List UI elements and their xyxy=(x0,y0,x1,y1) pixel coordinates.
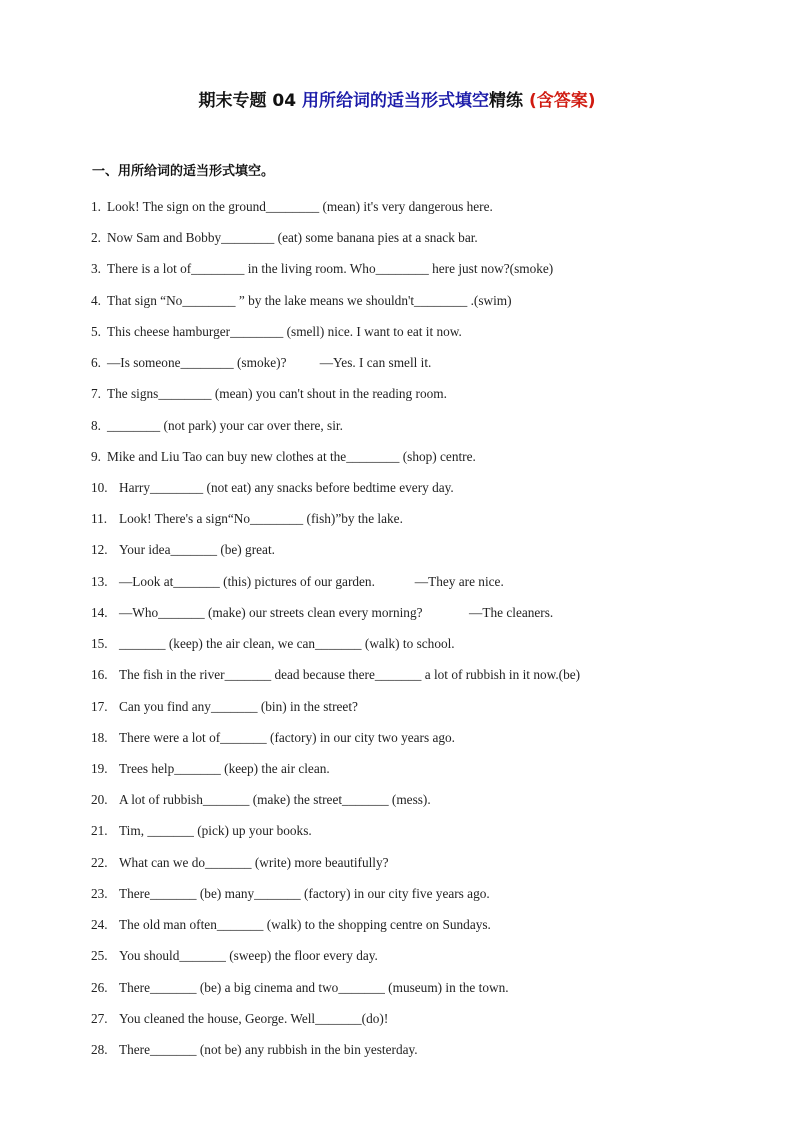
question-number: 4. xyxy=(91,292,101,308)
question-number: 19. xyxy=(91,761,108,776)
question-text: Harry________ (not eat) any snacks before bedtime every day. xyxy=(119,480,454,495)
question-text: The signs________ (mean) you can't shout in the reading room. xyxy=(107,386,447,402)
question-item xyxy=(91,293,512,309)
question-number: 24. xyxy=(91,917,108,933)
question-number: 26. xyxy=(91,979,108,995)
question-text: Can you find any_______ (bin) in the street? xyxy=(119,698,358,714)
question-item xyxy=(91,667,580,683)
page-title xyxy=(0,86,794,111)
question-text: A lot of rubbish_______ (make) the street_______ (mess). xyxy=(119,792,431,808)
question-number: 12. xyxy=(91,542,108,558)
question-item xyxy=(91,418,343,434)
question-number: 8. xyxy=(91,417,101,433)
question-number: 1. xyxy=(91,199,101,214)
question-text: —Is someone________ (smoke)? —Yes. I can smell it. xyxy=(107,355,432,371)
question-text: There_______ (not be) any rubbish in the bin yesterday. xyxy=(119,1041,418,1057)
question-item xyxy=(91,1042,418,1058)
question-text: You should_______ (sweep) the floor every day. xyxy=(119,948,378,964)
question-number: 2. xyxy=(91,230,101,246)
question-text: Trees help_______ (keep) the air clean. xyxy=(119,761,330,776)
question-text: There is a lot of________ in the living room. Who________ here just now?(smoke) xyxy=(107,261,554,277)
question-item xyxy=(91,480,454,496)
question-number: 5. xyxy=(91,323,101,339)
question-text: —Who_______ (make) our streets clean every morning? —The cleaners. xyxy=(119,604,554,620)
question-item xyxy=(91,948,378,964)
question-item xyxy=(91,636,455,652)
question-number: 17. xyxy=(91,698,108,714)
question-item xyxy=(91,511,403,527)
question-number: 27. xyxy=(91,1010,108,1026)
question-text: You cleaned the house, George. Well_______(do)! xyxy=(119,1010,389,1026)
question-item xyxy=(91,886,490,902)
question-item xyxy=(91,355,431,371)
question-item xyxy=(91,605,553,621)
question-item xyxy=(91,324,462,340)
question-number: 13. xyxy=(91,573,108,589)
question-item xyxy=(91,823,312,839)
question-number: 10. xyxy=(91,480,108,495)
question-text: The fish in the river_______ dead because there_______ a lot of rubbish in it now.(be) xyxy=(119,667,581,683)
question-text: Look! There's a sign“No________ (fish)”by the lake. xyxy=(119,511,403,527)
question-item xyxy=(91,542,275,558)
question-text: There were a lot of_______ (factory) in our city two years ago. xyxy=(119,729,455,745)
question-item xyxy=(91,699,358,715)
title-prefix: 期末专题 04 xyxy=(198,91,303,111)
question-number: 23. xyxy=(91,885,108,901)
question-item xyxy=(91,230,478,246)
question-item xyxy=(91,761,330,777)
question-number: 3. xyxy=(91,261,101,277)
question-number: 22. xyxy=(91,854,108,870)
question-number: 7. xyxy=(91,386,101,402)
title-topic: 用所给词的适当形式填空 xyxy=(302,91,490,111)
question-text: —Look at_______ (this) pictures of our garden. —They are nice. xyxy=(119,573,504,589)
question-text: This cheese hamburger________ (smell) nice. I want to eat it now. xyxy=(107,323,462,339)
question-text: Mike and Liu Tao can buy new clothes at the________ (shop) centre. xyxy=(107,448,476,464)
question-item xyxy=(91,261,553,277)
question-number: 9. xyxy=(91,448,101,464)
question-text: There_______ (be) a big cinema and two_______ (museum) in the town. xyxy=(119,979,509,995)
question-item xyxy=(91,386,447,402)
question-item xyxy=(91,1011,388,1027)
question-number: 18. xyxy=(91,729,108,745)
question-item xyxy=(91,917,491,933)
question-item xyxy=(91,980,509,996)
question-text: Now Sam and Bobby________ (eat) some banana pies at a snack bar. xyxy=(107,230,478,246)
question-number: 14. xyxy=(91,604,108,620)
question-item xyxy=(91,199,493,215)
question-number: 6. xyxy=(91,355,101,371)
title-answer-note: (含答案) xyxy=(528,91,596,111)
question-text: ________ (not park) your car over there, sir. xyxy=(107,417,343,433)
question-number: 25. xyxy=(91,948,108,964)
question-number: 11. xyxy=(91,511,108,527)
title-practice: 精练 xyxy=(489,91,529,111)
question-number: 16. xyxy=(91,667,108,683)
question-number: 15. xyxy=(91,636,108,652)
question-item xyxy=(91,792,431,808)
question-item xyxy=(91,730,455,746)
question-text: That sign “No________ ” by the lake means we shouldn't________ .(swim) xyxy=(107,292,512,308)
question-item xyxy=(91,449,476,465)
question-text: The old man often_______ (walk) to the shopping centre on Sundays. xyxy=(119,917,491,933)
question-text: There_______ (be) many_______ (factory) in our city five years ago. xyxy=(119,885,490,901)
question-number: 20. xyxy=(91,792,108,808)
question-text: _______ (keep) the air clean, we can_______ (walk) to school. xyxy=(119,636,455,652)
question-text: Tim, _______ (pick) up your books. xyxy=(119,823,312,839)
question-number: 28. xyxy=(91,1041,108,1057)
question-item xyxy=(91,574,504,590)
section-heading: 一、用所给词的适当形式填空。 xyxy=(92,164,275,179)
question-item xyxy=(91,855,389,871)
question-text: Your idea_______ (be) great. xyxy=(119,542,275,558)
question-text: Look! The sign on the ground________ (mean) it's very dangerous here. xyxy=(107,199,493,214)
question-text: What can we do_______ (write) more beautifully? xyxy=(119,854,389,870)
question-number: 21. xyxy=(91,823,108,839)
